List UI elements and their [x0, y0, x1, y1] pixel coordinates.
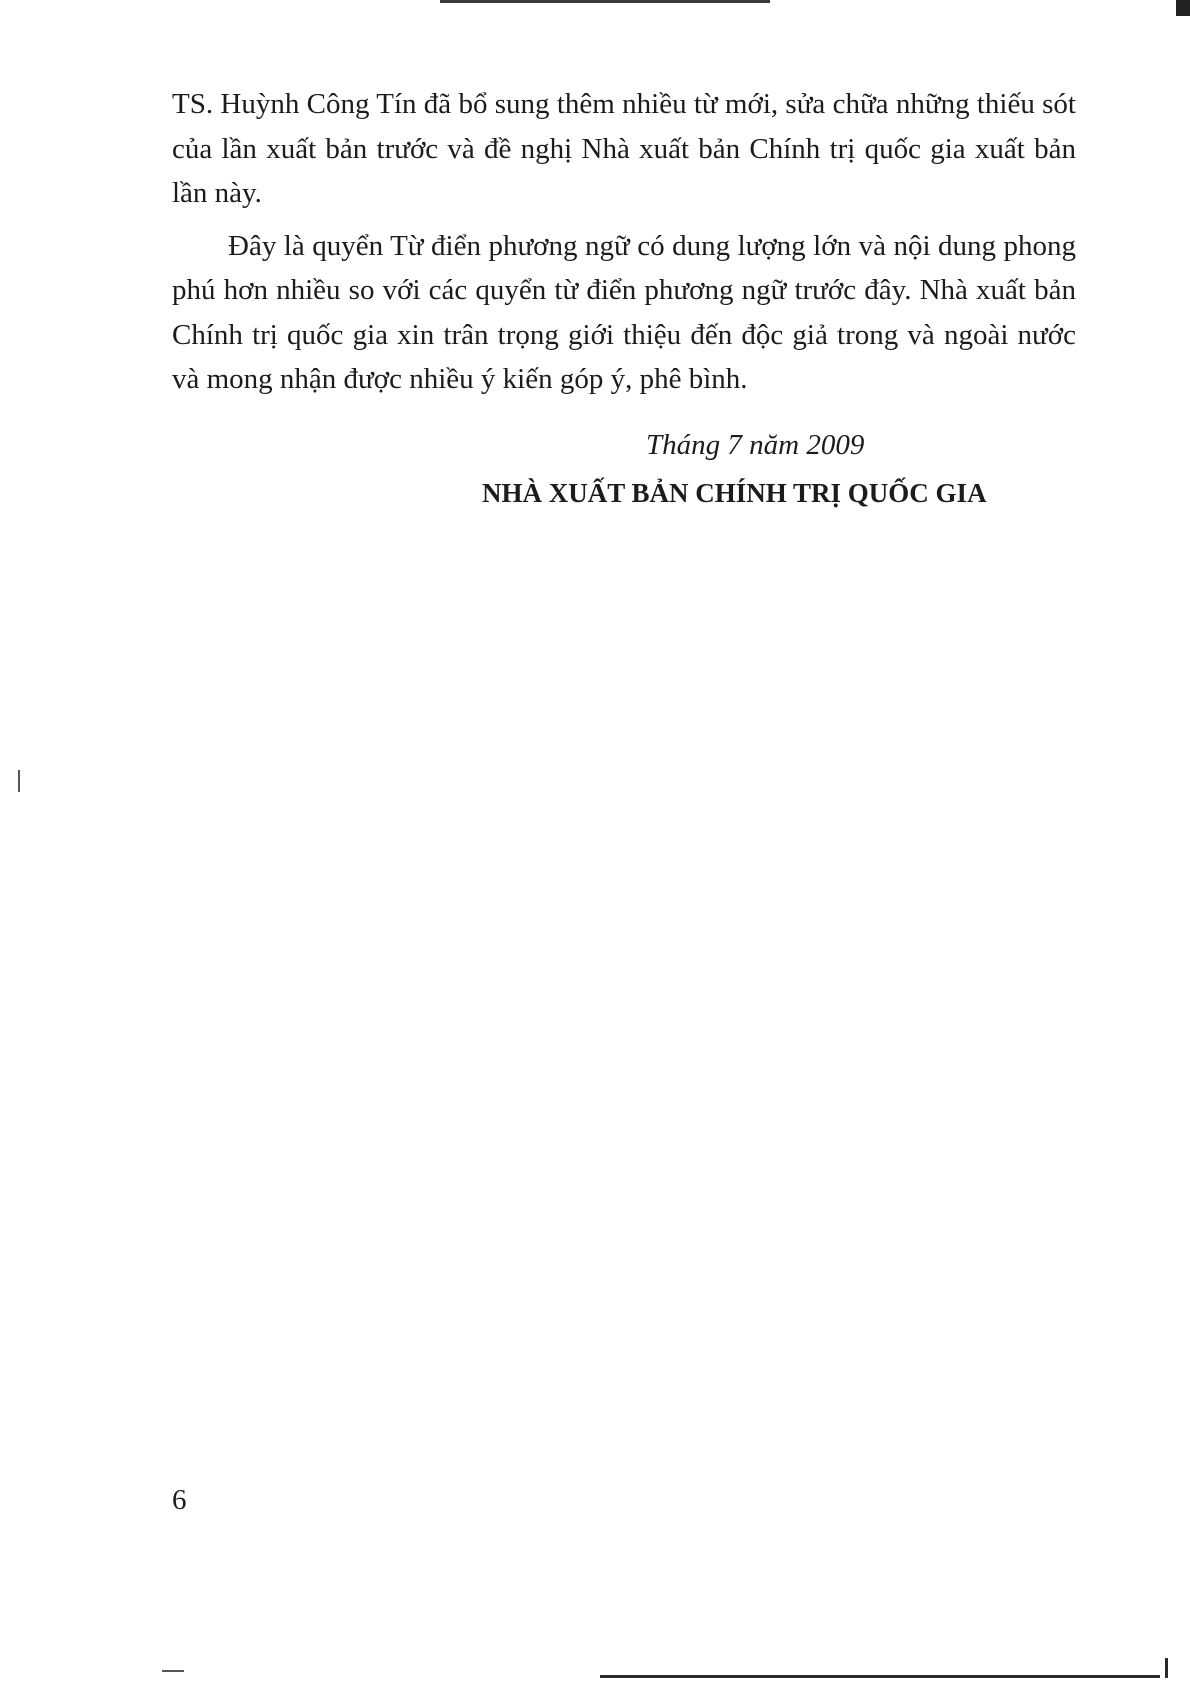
scan-mark-bottom-left: [162, 1670, 184, 1672]
signature-date: Tháng 7 năm 2009: [646, 429, 865, 461]
page-body: [172, 82, 1076, 402]
scan-edge-top: [440, 0, 770, 3]
paragraph-continuation: TS. Huỳnh Công Tín đã bổ sung thêm nhiều từ mới, sửa chữa những thiếu sót của lần xuất bản trước và đề nghị Nhà xuất bản Chính trị quốc gia xuất bản lần này.: [172, 88, 1076, 209]
scan-mark-left: [18, 770, 20, 792]
scan-edge-bottom: [600, 1675, 1160, 1678]
signature-publisher: NHÀ XUẤT BẢN CHÍNH TRỊ QUỐC GIA: [482, 478, 987, 508]
page-number: 6: [172, 1484, 187, 1516]
scan-corner-top-right: [1176, 0, 1190, 16]
scan-corner-bottom-right: [1165, 1658, 1168, 1678]
paragraph-introduction: Đây là quyển Từ điển phương ngữ có dung lượng lớn và nội dung phong phú hơn nhiều so với các quyển từ điển phương ngữ trước đây. Nhà xuất bản Chính trị quốc gia xin trân trọng giới thiệu đến độc giả trong và ngoài nước và mong nhận được nhiều ý kiến góp ý, phê bình.: [172, 229, 1076, 395]
signature-block: [470, 425, 1060, 513]
